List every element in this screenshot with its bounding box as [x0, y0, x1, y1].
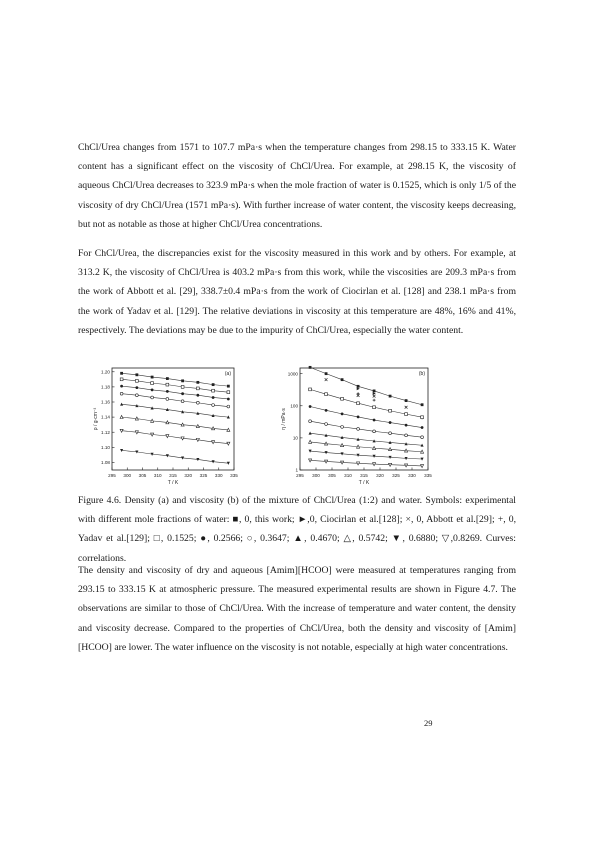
data-point [135, 431, 138, 434]
data-point [196, 381, 199, 384]
data-point [212, 427, 215, 430]
data-point [309, 366, 312, 369]
data-point [341, 444, 344, 447]
data-point [373, 406, 376, 409]
y-tick-label: 1000 [287, 371, 298, 377]
data-point [151, 419, 154, 422]
data-point [227, 405, 230, 408]
data-point [325, 393, 328, 396]
data-point [227, 442, 230, 445]
y-axis-label: η / mPa·s [281, 408, 287, 430]
data-point [341, 425, 344, 428]
data-point [341, 378, 344, 381]
data-point [341, 397, 344, 400]
data-point [120, 429, 123, 432]
data-point [135, 386, 138, 389]
data-point [120, 415, 123, 418]
y-tick-label: 1.18 [101, 384, 110, 390]
y-tick-label: 10 [292, 435, 298, 441]
data-point [227, 391, 230, 394]
viscosity-chart [278, 362, 432, 490]
series-1 [309, 366, 424, 406]
panel-label: (a) [224, 371, 231, 377]
paragraph-amim-hcoo: The density and viscosity of dry and aqueous [Amim][HCOO] were measured at temperatures ranging from 293.15 to 333.15 K at atmospheric pressure. The measured experimental results are shown in Figure 4.7. The observations are similar to those of ChCl/Urea. With the increase of temperature and water content, the density and viscosity decrease. Compared to the properties of ChCl/Urea, both the density and viscosity of [Amim][HCOO] are lower. The water influence on the viscosity is not notable, especially at high water concentrations. [78, 565, 516, 653]
data-point [357, 385, 360, 388]
plot-frame [300, 368, 428, 470]
y-tick-label: 1.08 [101, 460, 110, 466]
data-point [212, 404, 215, 407]
data-point [405, 413, 408, 416]
data-point [325, 409, 328, 412]
x-tick-label: 310 [153, 473, 162, 478]
data-point [405, 434, 408, 437]
data-point [389, 448, 392, 451]
density-chart [86, 362, 238, 490]
x-tick-label: 315 [169, 473, 177, 478]
x-tick-label: 305 [328, 473, 336, 478]
data-point [196, 424, 199, 427]
data-point [120, 378, 123, 381]
y-tick-label: 100 [290, 403, 298, 409]
data-point [373, 419, 376, 422]
page-number: 29 [424, 718, 433, 728]
data-point [227, 385, 230, 388]
data-point [196, 438, 199, 441]
data-point [421, 426, 424, 429]
data-point [373, 446, 376, 449]
series-3 [120, 385, 230, 401]
data-point [166, 390, 169, 393]
data-point [389, 463, 392, 466]
data-point [166, 383, 169, 386]
data-point [120, 385, 123, 388]
x-tick-label: 320 [184, 473, 193, 478]
data-point [166, 435, 169, 438]
data-point [196, 387, 199, 390]
series-6 [120, 415, 230, 431]
data-point [166, 421, 169, 424]
data-point [357, 462, 360, 465]
data-point [135, 394, 138, 397]
data-point [135, 417, 138, 420]
data-point [212, 383, 215, 386]
series-5 [309, 388, 424, 419]
data-point [212, 389, 215, 392]
series-8 [120, 449, 230, 465]
series-11 [309, 459, 424, 468]
x-tick-label: 300 [312, 473, 320, 478]
data-point [341, 412, 344, 415]
data-point [389, 409, 392, 412]
x-tick-label: 315 [360, 473, 368, 478]
data-point [405, 406, 408, 409]
data-point [325, 378, 328, 381]
data-point [357, 416, 360, 419]
data-point [120, 372, 123, 375]
data-point [212, 441, 215, 444]
data-point [373, 399, 376, 402]
data-point [181, 423, 184, 426]
paragraph-viscosity-trend: ChCl/Urea changes from 1571 to 107.7 mPa·s when the temperature changes from 298.15 to 333.15 K. Water content has a significant effect on the viscosity of ChCl/Urea. For example, at 298.15 K, the viscosity of aqueous ChCl/Urea decreases to 323.9 mPa·s when the mole fraction of water is 0.1525, which is only 1/5 of the viscosity of dry ChCl/Urea (1571 mPa·s). With further increase of water content, the viscosity keeps decreasing, but not as notable as those at higher ChCl/Urea concentrations. [78, 142, 516, 230]
data-point [405, 399, 408, 402]
data-point [309, 405, 312, 408]
data-point [325, 442, 328, 445]
data-point [196, 394, 199, 397]
data-point [227, 428, 230, 431]
data-point [181, 400, 184, 403]
data-point [151, 433, 154, 436]
data-point [325, 423, 328, 426]
data-point [227, 398, 230, 401]
panel-label: (b) [418, 371, 425, 377]
y-tick-label: 1.20 [101, 369, 110, 375]
x-tick-label: 330 [408, 473, 416, 478]
paragraph-viscosity-discrepancy: For ChCl/Urea, the discrepancies exist for the viscosity measured in this work and by others. For example, at 313.2 K, the viscosity of ChCl/Urea is 403.2 mPa·s from this work, while the viscosities are 209.3 mPa·s from the work of Abbott et al. [29], 338.7±0.4 mPa·s from the work of Ciocirlan et al. [128] and 238.1 mPa·s from the work of Yadav et al. [129]. The relative deviations in viscosity at this temperature are 48%, 16% and 41%, respectively. The deviations may be due to the impurity of ChCl/Urea, especially the water content. [78, 248, 516, 336]
plot-frame [112, 368, 234, 470]
data-point [405, 464, 408, 467]
x-tick-label: 330 [214, 473, 223, 478]
data-point [151, 376, 154, 379]
data-point [357, 428, 360, 431]
x-tick-label: 310 [344, 473, 352, 478]
data-point [341, 461, 344, 464]
data-point [357, 445, 360, 448]
data-point [212, 396, 215, 399]
x-tick-label: 325 [199, 473, 208, 478]
data-point [120, 392, 123, 395]
data-point [166, 377, 169, 380]
data-point [181, 379, 184, 382]
figure-caption: Figure 4.6. Density (a) and viscosity (b) of the mixture of ChCl/Urea (1:2) and water. Symbols: experimental with different mole fractions of water: ■, 0, this work; ►,0, Ciocirlan et al.[128]; ×, 0, Abbott et al.[29]; +, 0, Yadav et al.[129]; □, 0.1525; ●, 0.2566; ○, 0.3647; ▲, 0.4670; △, 0.5742; ▼, 0.6880; ▽,0.8269. Curves: correlations. [78, 495, 516, 564]
data-point [421, 436, 424, 439]
series-7 [120, 429, 230, 445]
x-tick-label: 320 [376, 473, 384, 478]
x-tick-label: 300 [123, 473, 132, 478]
data-point [373, 463, 376, 466]
x-tick-label: 325 [392, 473, 400, 478]
data-point [421, 450, 424, 453]
data-point [309, 420, 312, 423]
x-tick-label: 335 [230, 473, 238, 478]
y-axis-label: ρ / g·cm⁻³ [93, 407, 99, 431]
x-axis-label: T / K [358, 480, 370, 486]
x-tick-label: 295 [108, 473, 116, 478]
data-point [357, 402, 360, 405]
data-point [151, 382, 154, 385]
data-point [135, 379, 138, 382]
y-tick-label: 1 [295, 467, 298, 473]
series-3 [325, 378, 408, 408]
data-point [166, 398, 169, 401]
x-tick-label: 295 [296, 473, 304, 478]
data-point [405, 449, 408, 452]
data-point [135, 373, 138, 376]
data-point [389, 421, 392, 424]
data-point [151, 396, 154, 399]
x-axis-label: T / K [167, 480, 179, 486]
y-tick-label: 1.16 [101, 399, 110, 405]
data-point [389, 432, 392, 435]
data-point [151, 389, 154, 392]
data-point [309, 388, 312, 391]
x-tick-label: 305 [138, 473, 147, 478]
data-point [325, 460, 328, 463]
data-point [421, 465, 424, 468]
data-point [309, 440, 312, 443]
data-point [421, 403, 424, 406]
data-point [181, 392, 184, 395]
data-point [373, 395, 376, 398]
y-tick-label: 1.10 [101, 444, 110, 450]
data-point [181, 385, 184, 388]
data-point [373, 390, 376, 393]
data-point [405, 424, 408, 427]
y-tick-label: 1.14 [101, 414, 110, 420]
data-point [309, 459, 312, 462]
data-point [373, 430, 376, 433]
data-point [389, 395, 392, 398]
y-tick-label: 1.12 [101, 429, 110, 435]
data-point [325, 372, 328, 375]
x-tick-label: 335 [424, 473, 432, 478]
data-point [421, 416, 424, 419]
data-point [181, 437, 184, 440]
data-point [196, 401, 199, 404]
